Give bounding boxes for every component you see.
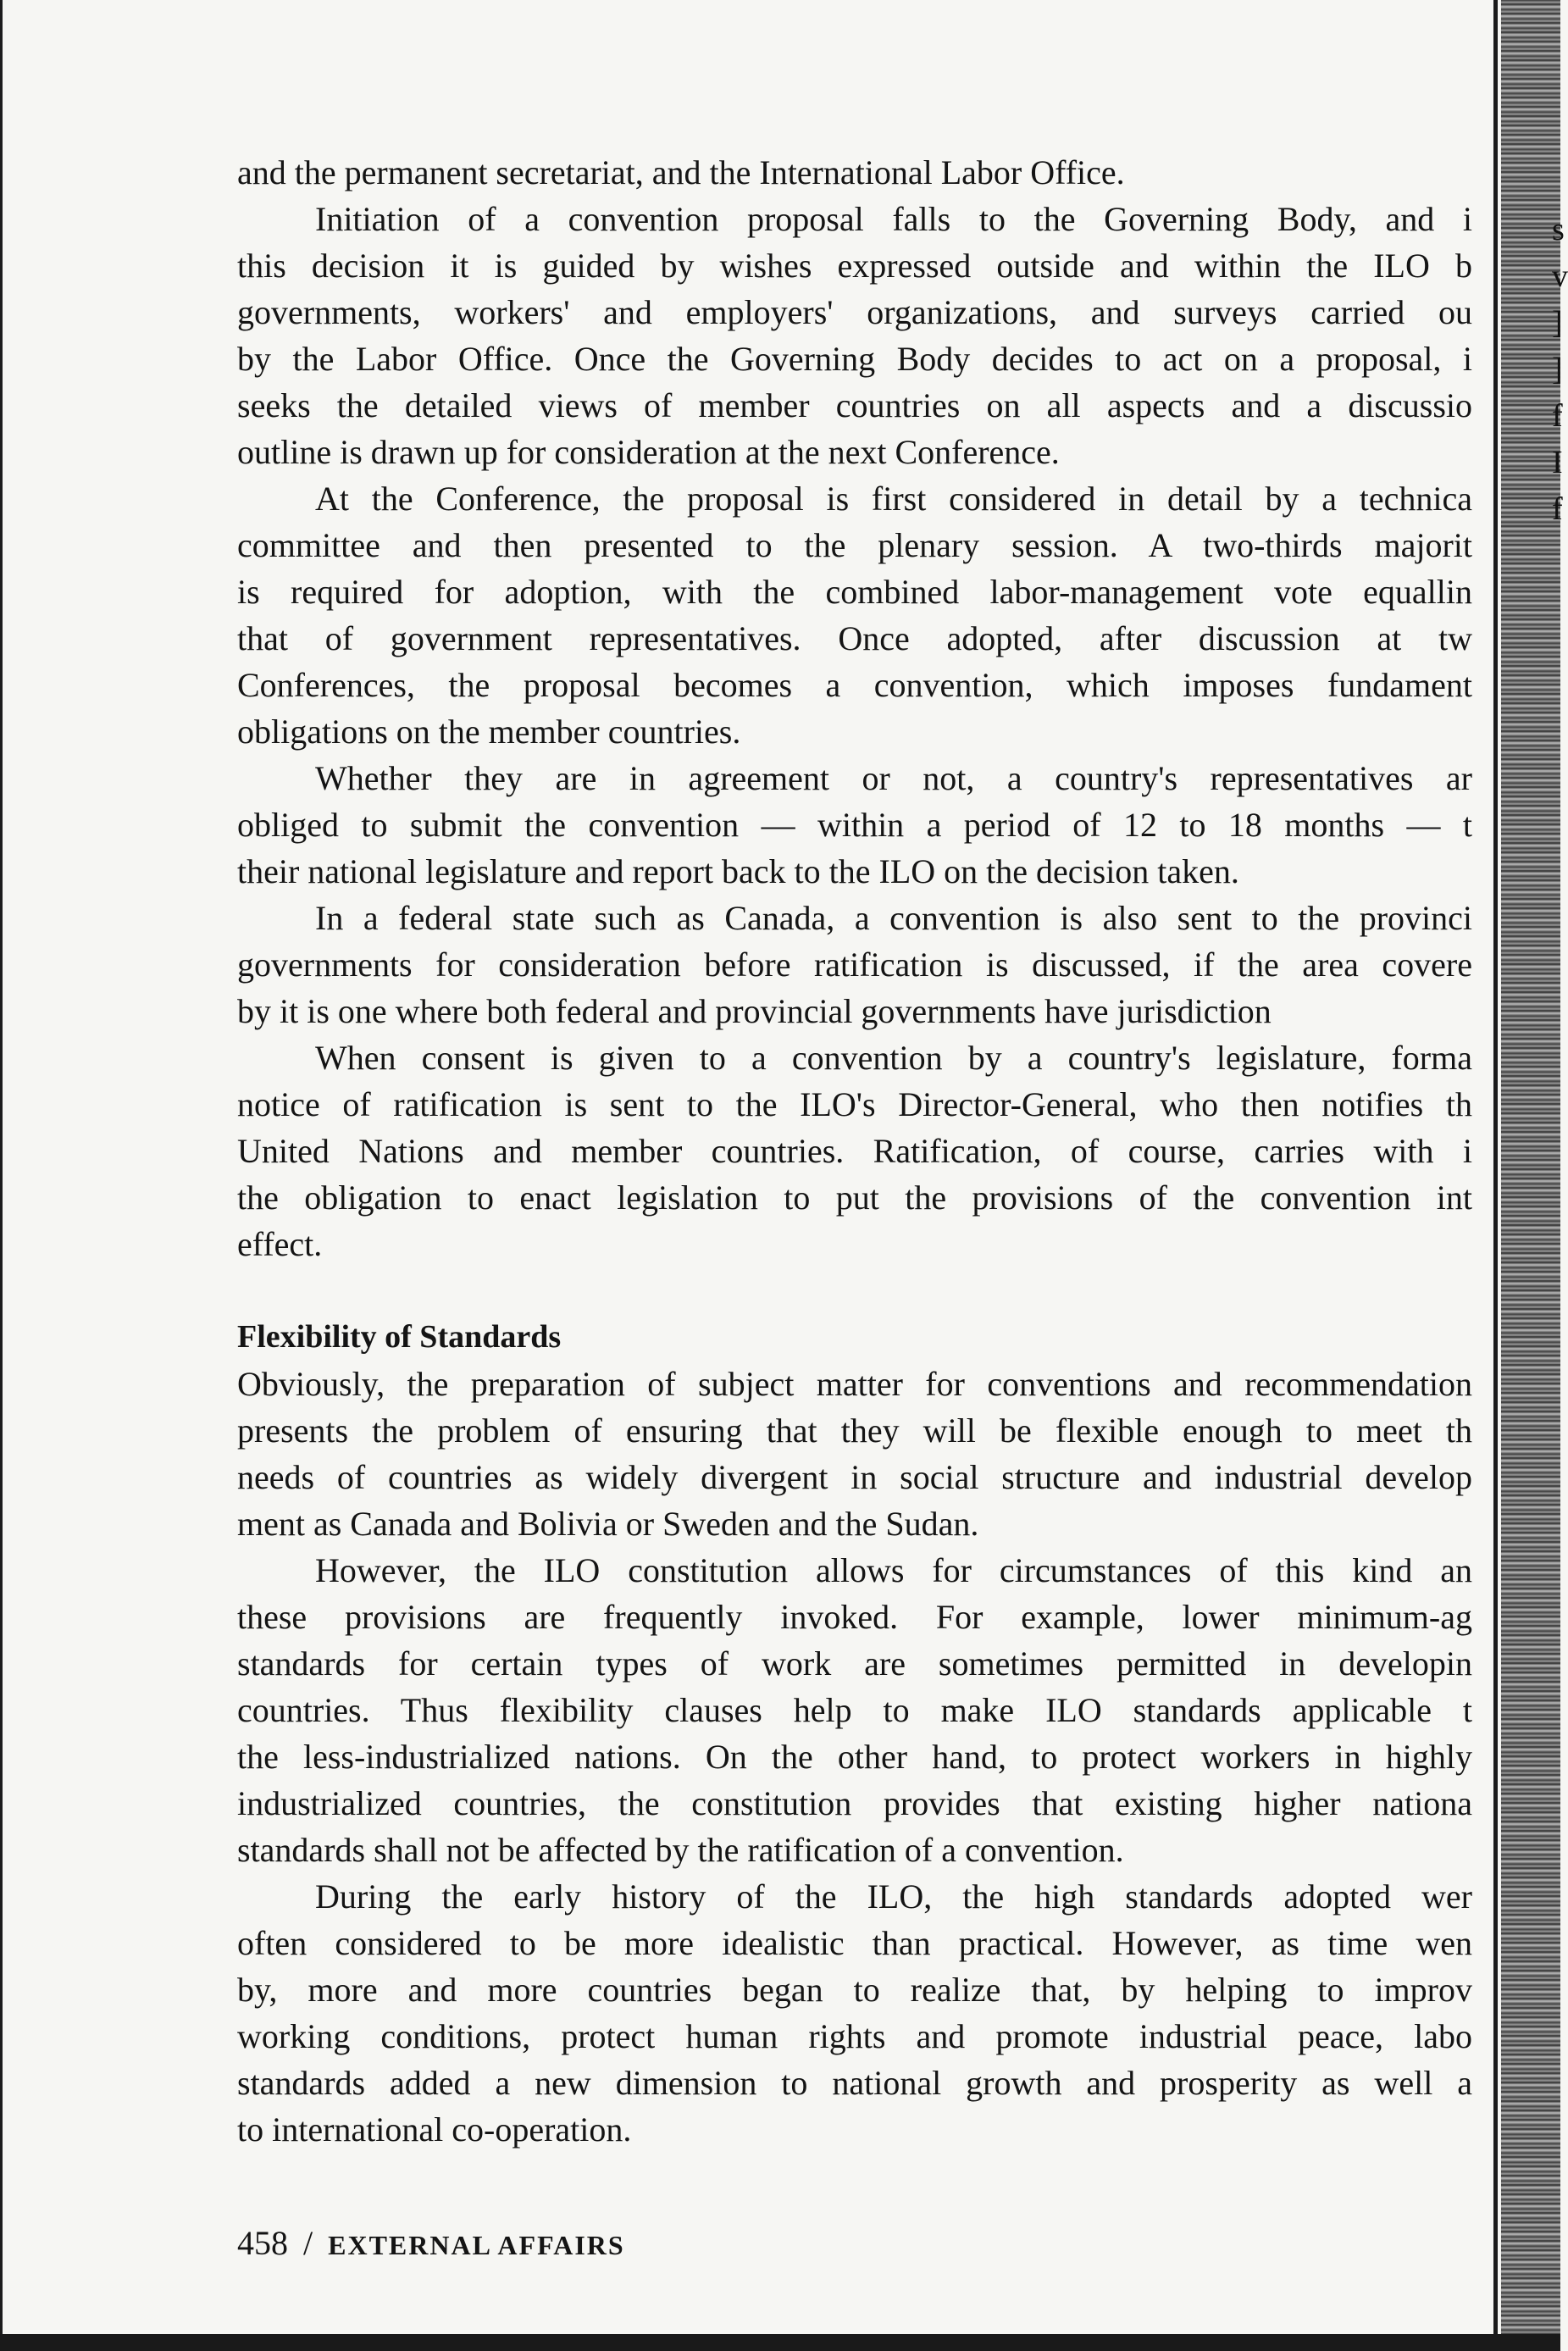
text-line: standards shall not be affected by the ratification of a convention. [237,1831,1124,1869]
section-flexibility [237,1361,1472,2153]
text-line: needs of countries as widely divergent in social structure and industrial develop [237,1458,1472,1496]
text-line: to international co-operation. [237,2110,632,2149]
edge-fragment: s [1552,212,1565,247]
publication-title: EXTERNAL AFFAIRS [328,2230,625,2260]
binding-line [1493,0,1498,2351]
text-line: Obviously, the preparation of subject matter for conventions and recommendation [237,1365,1472,1403]
text-line: Conferences, the proposal becomes a convention, which imposes fundament [237,666,1472,704]
edge-fragment: v [1552,258,1568,294]
edge-fragment: ] [1552,352,1563,387]
text-line: United Nations and member countries. Ratification, of course, carries with i [237,1132,1472,1170]
text-line: outline is drawn up for consideration at the next Conference. [237,433,1060,471]
text-line: governments for consideration before ratification is discussed, if the area covere [237,945,1472,984]
text-line: their national legislature and report back to the ILO on the decision taken. [237,852,1239,890]
text-line: by, more and more countries began to realize that, by helping to improv [237,1971,1472,2009]
text-line: by it is one where both federal and provincial governments have jurisdiction [237,992,1272,1030]
text-line: governments, workers' and employers' organizations, and surveys carried ou [237,293,1472,331]
edge-fragment: f [1552,398,1563,434]
page-number: 458 [237,2224,288,2262]
text-line: seeks the detailed views of member countries on all aspects and a discussio [237,386,1472,424]
text-line: At the Conference, the proposal is first considered in detail by a technica [315,480,1472,518]
facing-page-fragments [1552,207,1568,533]
text-line: committee and then presented to the plenary session. A two-thirds majorit [237,526,1472,564]
body-text [237,149,1472,2153]
text-line: standards for certain types of work are sometimes permitted in developin [237,1644,1472,1683]
paragraph [237,475,1472,755]
text-line: However, the ILO constitution allows for circumstances of this kind an [315,1551,1472,1589]
text-line: Whether they are in agreement or not, a country's representatives ar [315,759,1472,797]
text-line: this decision it is guided by wishes expressed outside and within the ILO b [237,247,1472,285]
page-bottom-edge [0,2334,1560,2351]
paragraph [237,1873,1472,2153]
text-line: ment as Canada and Bolivia or Sweden and the Sudan. [237,1505,979,1543]
text-line: During the early history of the ILO, the high standards adopted wer [315,1877,1472,1916]
section-intro [237,149,1472,1267]
text-line: and the permanent secretariat, and the International Labor Office. [237,153,1125,191]
paragraph [237,149,1472,196]
paragraph [237,1547,1472,1873]
text-line: obligations on the member countries. [237,713,741,751]
text-line: the less-industrialized nations. On the other hand, to protect workers in highly [237,1738,1472,1776]
edge-fragment: I [1552,445,1563,480]
text-line: countries. Thus flexibility clauses help to make ILO standards applicable t [237,1691,1472,1729]
text-line: notice of ratification is sent to the ILO's Director-General, who then notifies th [237,1085,1472,1123]
text-line: presents the problem of ensuring that they will be flexible enough to meet th [237,1411,1472,1450]
text-line: that of government representatives. Once adopted, after discussion at tw [237,619,1472,657]
text-line: standards added a new dimension to national growth and prosperity as well a [237,2064,1472,2102]
section-heading: Flexibility of Standards [237,1319,562,1355]
text-line: the obligation to enact legislation to put the provisions of the convention int [237,1178,1472,1217]
text-line: is required for adoption, with the combined labor-management vote equallin [237,573,1472,611]
edge-fragment: f [1552,491,1563,527]
text-line: When consent is given to a convention by a country's legislature, forma [315,1039,1472,1077]
text-line: Initiation of a convention proposal falls to the Governing Body, and i [315,200,1472,238]
section-gap [237,1267,1472,1314]
text-line: working conditions, protect human rights and promote industrial peace, labo [237,2017,1472,2055]
paragraph [237,895,1472,1034]
text-line: effect. [237,1225,323,1263]
page-footer [237,2218,625,2269]
edge-fragment: ] [1552,305,1563,341]
paragraph [237,1034,1472,1267]
text-line: obliged to submit the convention — within a period of 12 to 18 months — t [237,806,1472,844]
footer-separator: / [303,2224,313,2262]
text-line: by the Labor Office. Once the Governing Body decides to act on a proposal, i [237,340,1472,378]
text-line: these provisions are frequently invoked. For example, lower minimum-ag [237,1598,1472,1636]
paragraph [237,755,1472,895]
page-left-edge [0,0,3,2351]
text-line: In a federal state such as Canada, a convention is also sent to the provinci [315,899,1472,937]
text-line: often considered to be more idealistic than practical. However, as time wen [237,1924,1472,1962]
text-line: industrialized countries, the constitution provides that existing higher nationa [237,1784,1472,1822]
paragraph [237,1361,1472,1547]
paragraph [237,196,1472,475]
